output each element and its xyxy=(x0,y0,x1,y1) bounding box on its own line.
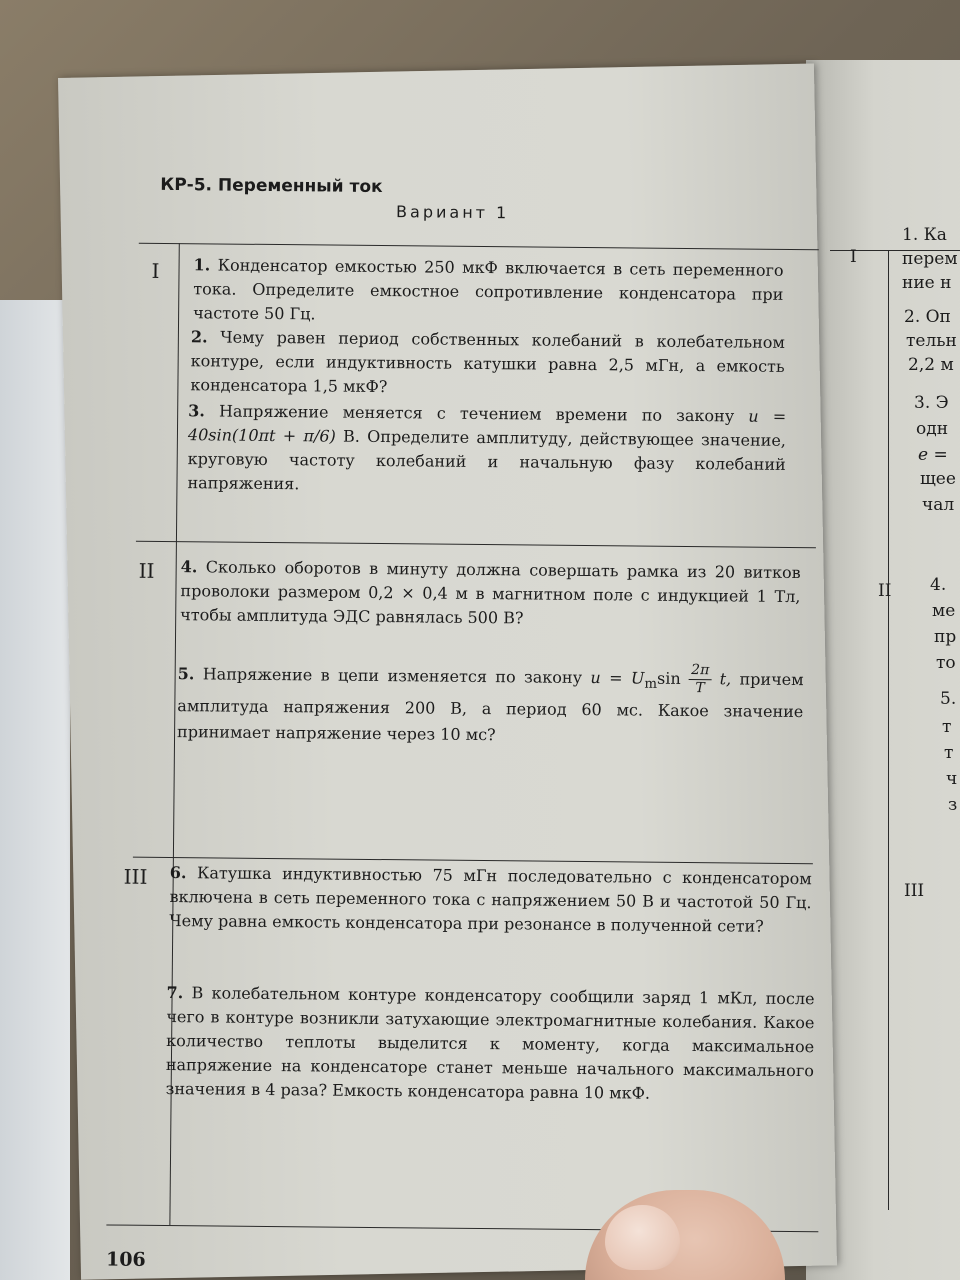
formula-subscript: m xyxy=(644,676,658,692)
task-number: 4. xyxy=(180,557,198,577)
section-level-i: I xyxy=(151,258,160,283)
page-number: 106 xyxy=(105,1248,146,1271)
right-line: 5. xyxy=(940,689,957,709)
right-line: 1. Ка xyxy=(902,225,947,245)
formula-variable: t, xyxy=(719,669,732,689)
task-number: 7. xyxy=(166,983,184,1003)
task-6 xyxy=(169,861,812,939)
right-level-ii: II xyxy=(878,581,892,601)
task-text: Катушка индуктивностью 75 мГн последовательно с конденсатором включена в сеть переменного тока с напряжением 50 В и частотой 50 Гц. Чему равна емкость конденсатора при резонансе в полученной сети? xyxy=(169,863,812,936)
task-text: Напряжение меняется с течением времени по закону xyxy=(218,401,735,426)
task-text: В. Определите амплитуду, действующее значение, круговую частоту колебаний и начальную фазу колебаний напряжения. xyxy=(187,426,787,494)
right-line: ние н xyxy=(902,273,952,293)
task-1 xyxy=(193,253,784,331)
task-3 xyxy=(187,399,786,501)
right-line: 3. Э xyxy=(914,393,949,413)
thumbnail-fingernail xyxy=(605,1205,680,1270)
right-line: ме xyxy=(932,601,956,621)
right-line: щее xyxy=(920,469,956,489)
right-level-iii: III xyxy=(904,881,925,901)
right-line: чал xyxy=(922,495,955,515)
right-line: ч xyxy=(946,769,958,789)
section-level-ii: II xyxy=(138,558,155,583)
task-number: 1. xyxy=(193,255,211,275)
right-line: з xyxy=(948,795,958,815)
formula-sin: sin xyxy=(656,668,681,688)
formula-lhs: u = U xyxy=(590,668,645,688)
right-level-i: I xyxy=(850,247,857,267)
right-line: т xyxy=(944,743,954,763)
right-line: тельн xyxy=(906,331,957,351)
right-line: одн xyxy=(916,419,949,439)
task-number: 5. xyxy=(177,664,195,684)
right-line: 2. Оп xyxy=(904,307,951,327)
right-line: то xyxy=(936,653,956,673)
right-line: 4. xyxy=(930,575,947,595)
task-4 xyxy=(180,555,801,633)
task-text: Чему равен период собственных колебаний в колебательном контуре, если индуктивность катушки равна 2,5 мГн, а емкость конденсатора 1,5 мкФ? xyxy=(190,327,785,397)
right-line: перем xyxy=(902,249,958,269)
sine-formula xyxy=(590,662,739,697)
task-5 xyxy=(177,657,804,751)
task-7 xyxy=(166,981,815,1107)
formula-fraction xyxy=(689,662,711,697)
fraction-numerator: 2π xyxy=(689,662,711,680)
page-title: КР-5. Переменный ток xyxy=(160,174,383,198)
voltage-formula: u = 40sin(10πt + π/6) xyxy=(187,406,787,446)
task-number: 3. xyxy=(188,401,205,421)
right-column-rule xyxy=(888,250,889,1210)
table-top-rule xyxy=(139,243,819,251)
variant-heading: Вариант 1 xyxy=(396,202,510,223)
task-text: причем амплитуда напряжения 200 В, а период 60 мс. Какое значение принимает напряжение через 10 мс? xyxy=(177,669,804,745)
task-text: Конденсатор емкостью 250 мкФ включается в сеть переменного тока. Определите емкостное сопротивление конденсатора при частоте 50 Гц. xyxy=(193,255,784,324)
task-text: Сколько оборотов в минуту должна совершать рамка из 20 витков проволоки размером 0,2 × 0,4 м в магнитном поле с индукцией 1 Тл, чтобы амплитуда ЭДС равнялась 500 В? xyxy=(180,557,801,628)
task-number: 6. xyxy=(169,863,187,883)
right-line: 2,2 м xyxy=(908,355,954,375)
right-line: пр xyxy=(934,627,957,647)
task-2 xyxy=(190,325,785,403)
task-text: В колебательном контуре конденсатору сообщили заряд 1 мКл, после чего в контуре возникли затухающие электромагнитные колебания. Какое количество теплоты выделится к моменту, когда максимальное напряжение на конденсаторе станет меньше начального максимального значения в 4 раза? Емкость конденсатора равна 10 мкФ. xyxy=(165,983,815,1103)
task-text: Напряжение в цепи изменяется по закону xyxy=(202,664,583,687)
section-divider-1 xyxy=(136,541,816,549)
fraction-denominator: T xyxy=(695,680,705,697)
section-level-iii: III xyxy=(123,864,148,889)
right-line: т xyxy=(942,717,952,737)
task-number: 2. xyxy=(190,327,208,347)
right-line: e = xyxy=(918,445,948,465)
